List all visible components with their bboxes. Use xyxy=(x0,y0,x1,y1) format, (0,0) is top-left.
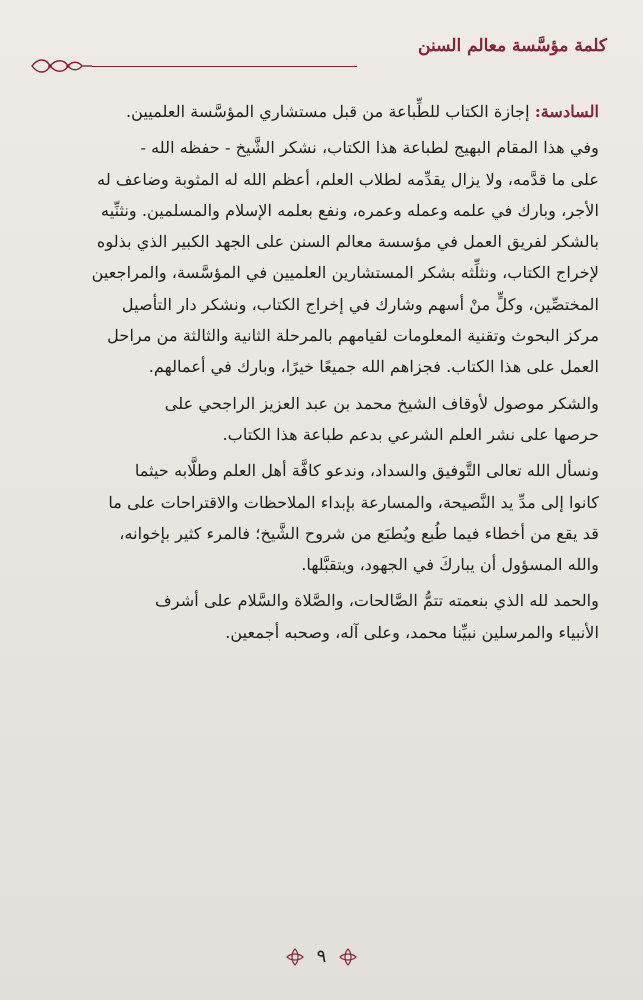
paragraph-request xyxy=(36,455,599,580)
text-line: والشكر موصول لأوقاف الشيخ محمد بن عبد العزيز الراجحي على xyxy=(164,393,599,413)
point-label: السادسة: xyxy=(534,102,599,121)
page-number-ornament-icon xyxy=(339,948,357,966)
paragraph-thanks xyxy=(36,132,599,382)
header-rule xyxy=(92,66,357,67)
text-line: الأجر، وبارك في علمه وعمله وعمره، ونفع بعلمه الإسلام والمسلمين. ونثنِّيه xyxy=(101,200,599,220)
text-line: والحمد لله الذي بنعمته تتمُّ الصَّالحات، والصَّلاة والسَّلام على أشرف xyxy=(155,591,599,611)
page-footer xyxy=(0,946,643,976)
paragraph-endowment-thanks xyxy=(36,388,599,451)
page-number: ٩ xyxy=(316,946,327,967)
text-line: حرصها على نشر العلم الشرعي بدعم طباعة هذا الكتاب. xyxy=(222,424,599,444)
text-line: قد يقع من أخطاء فيما طُبع ويُطبَع من شروح الشَّيخ؛ فالمرء كثير بإخوانه، xyxy=(119,523,599,543)
running-header xyxy=(28,36,607,76)
text-line: كانوا إلى مدِّ يد النَّصيحة، والمسارعة بإبداء الملاحظات والاقتراحات على ما xyxy=(108,492,599,512)
header-ornament-icon xyxy=(28,56,92,76)
text-line: المختصِّين، وكلٍّ منْ أسهم وشارك في إخراج الكتاب، ونشكر دار التأصيل xyxy=(121,294,599,314)
text-line: السادسة: إجازة الكتاب للطِّباعة من قبل مستشاري المؤسَّسة العلميين. xyxy=(125,102,599,121)
page-number-ornament-icon xyxy=(286,948,304,966)
text-line: والله المسؤول أن يباركَ في الجهود، ويتقبَّلها. xyxy=(301,555,599,575)
paragraph-sixth-point xyxy=(36,96,599,127)
text-line: وفي هذا المقام البهيج لطباعة هذا الكتاب، نشكر الشَّيخ - حفظه الله - xyxy=(140,138,599,158)
text-line: بالشكر لفريق العمل في مؤسسة معالم السنن على الجهد الكبير الذي بذلوه xyxy=(96,232,599,252)
paragraph-closing xyxy=(36,585,599,648)
body-text xyxy=(36,96,599,653)
header-title: كلمة مؤسَّسة معالم السنن xyxy=(418,36,607,56)
text-line: ونسأل الله تعالى التَّوفيق والسداد، وندعو كافَّة أهل العلم وطلَّابه حيثما xyxy=(134,461,599,481)
text-line: مركز البحوث وتقنية المعلومات لقيامهم بالمرحلة الثانية والثالثة من مراحل xyxy=(107,326,599,346)
text-line: على ما قدَّمه، ولا يزال يقدِّمه لطلاب العلم، أعظم الله له المثوبة وضاعف له xyxy=(97,169,599,189)
text-line: لإخراج الكتاب، ونثلِّثه بشكر المستشارين العلميين في المؤسَّسة، والمراجعين xyxy=(91,263,599,283)
text-line: العمل على هذا الكتاب. فجزاهم الله جميعًا خيرًا، وبارك في أعمالهم. xyxy=(148,357,599,377)
text-line: الأنبياء والمرسلين نبيِّنا محمد، وعلى آله، وصحبه أجمعين. xyxy=(225,622,599,642)
